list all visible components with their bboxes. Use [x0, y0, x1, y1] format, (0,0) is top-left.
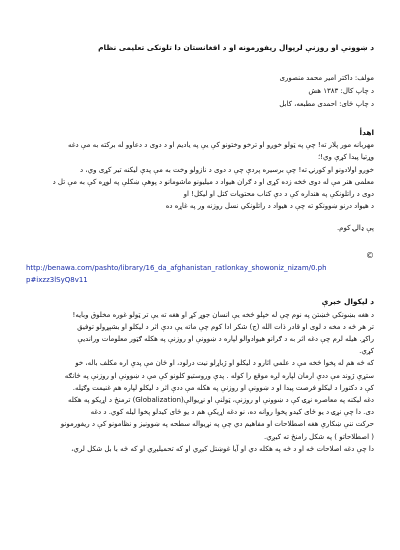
body-line: دا چې دغه اصلاحات څه او د څه په هکله دي او آيا غوښتل کيږي او که تحميليږي او که څه با بل شکل لري،: [71, 444, 374, 453]
greeting-line: پې ډالۍ کوم.: [336, 224, 374, 233]
document-title: د ښوونې او روزنې لرپوال ريفورمونه او د افغانستان دا تلونکی تعليمی نظام: [98, 43, 374, 52]
body-line: کې د دکتورا د ليکلو فرصت پيدا او د ښوونې او روزنې په هکله مې ددې اثر د ليکلو لپاره هم غنيمت وګڼله.: [72, 383, 374, 392]
body-line: ستړې ژوند مې ددې ارمان لپاره لږه موقع را کوله . پدې وروستيو کلونو کې مې د ښوونې او روزنې په څانګه: [64, 371, 374, 380]
body-line: کړي.: [359, 347, 374, 356]
dedication-section: [26, 127, 374, 212]
dedication-line: د هيواد درنو ښوونکو ته چې د هيواد د راتلونکي نسل روزنه ور په غاړه ده: [165, 202, 374, 211]
source-link[interactable]: p#ixzz3lSyQ8v11: [26, 276, 88, 285]
dedication-line: معلمی هنر مې له دوی څخه زده کړی او د ګران هيواد د ميليونو ماشومانو د پوهې ښکلې په لوړه کې به مې تل د: [52, 177, 374, 186]
body-line: د هغه بښونکي څښتن په نوم چې له خپلو څخه يې انسان جوړ کړ او هغه ته يې تر ټولو غوره مخلوق وبايه!: [72, 310, 374, 319]
body-line: دی. دا چې نړۍ د يو ځای کيدو پخوا روانه ده، نو دغه اړيکې هم د يو ځای کيدلو پخوا ليله کوي. د دغه: [90, 408, 374, 417]
author-note-section: [26, 296, 374, 455]
dedication-line: وړتيا پيدا کړې وي!؛: [318, 153, 374, 162]
dedication-line: دوی د راتلونکې په هنداره کې د دې کتاب محتويات کتل او ليکل! او: [183, 190, 374, 199]
dedication-line: خوږو اولادونو او کورنۍ ته! چې برسيره پردې چې د دوی د نازولو وخت به مې پدې لیکنه تير کړی وي، د: [80, 165, 374, 174]
author-line: مولف: داکتر امیر محمد منصوری: [279, 74, 374, 82]
body-line: دغه ليکنه په معاصره نړۍ کې د ښوونې او روزنې، ټولنې او نړيوالې(Globalization) ترمنځ د اړيکو په هکله: [68, 396, 374, 405]
book-meta: [26, 72, 374, 111]
source-link[interactable]: http://benawa.com/pashto/library/16_da_afghanistan_ratlonkay_showoniz_nizam/0.ph: [26, 264, 327, 273]
body-line: حرکت ننې ښکارې هغه اصطلاحات او مفاهيم دي چې په نړيواله سطحه په ښوونيز و نظامونو کې د ريفورمونو: [60, 420, 374, 429]
copyright-symbol: ©: [366, 251, 374, 261]
dedication-heading: اهدأ: [359, 128, 374, 137]
body-line: راکړ. هيله لرم چې دغه اثر به د ګرانو هيوادوالو لپاره د ښوونې او روزنې په هکله ګټور معلومات ورانديې: [77, 335, 374, 344]
body-line: که څه هم له پخوا څخه مې د علمي اثارو د ليکلو او ژباړلو نيت درلود، او ځان مې پدې اره مکلف باله، خو: [75, 359, 374, 368]
body-line: ( اصطلاحاتو ) په شکل رامنځ ته کيږي.: [263, 432, 374, 441]
author-note-heading: د ليکوال خبرې: [321, 297, 374, 307]
print-place-line: د چاپ ځای: احمدی مطبعه، کابل: [279, 100, 374, 108]
dedication-line: مهربانه مور پلار ته! چې په ټولو خوږو او ترخو وختونو کې يې په ياديم او د دوی د دعاوو له برکته به مې دغه: [68, 141, 374, 150]
print-year-line: د چاپ کال: ۱۳۸۳ هش: [308, 87, 374, 95]
body-line: تر هر څه د مخه د لوی او قادر ذات الله (ج) شکر ادا کوم چې ماته يې ددې اثر د ليکلو او بشپړولو توفيق: [77, 322, 374, 331]
